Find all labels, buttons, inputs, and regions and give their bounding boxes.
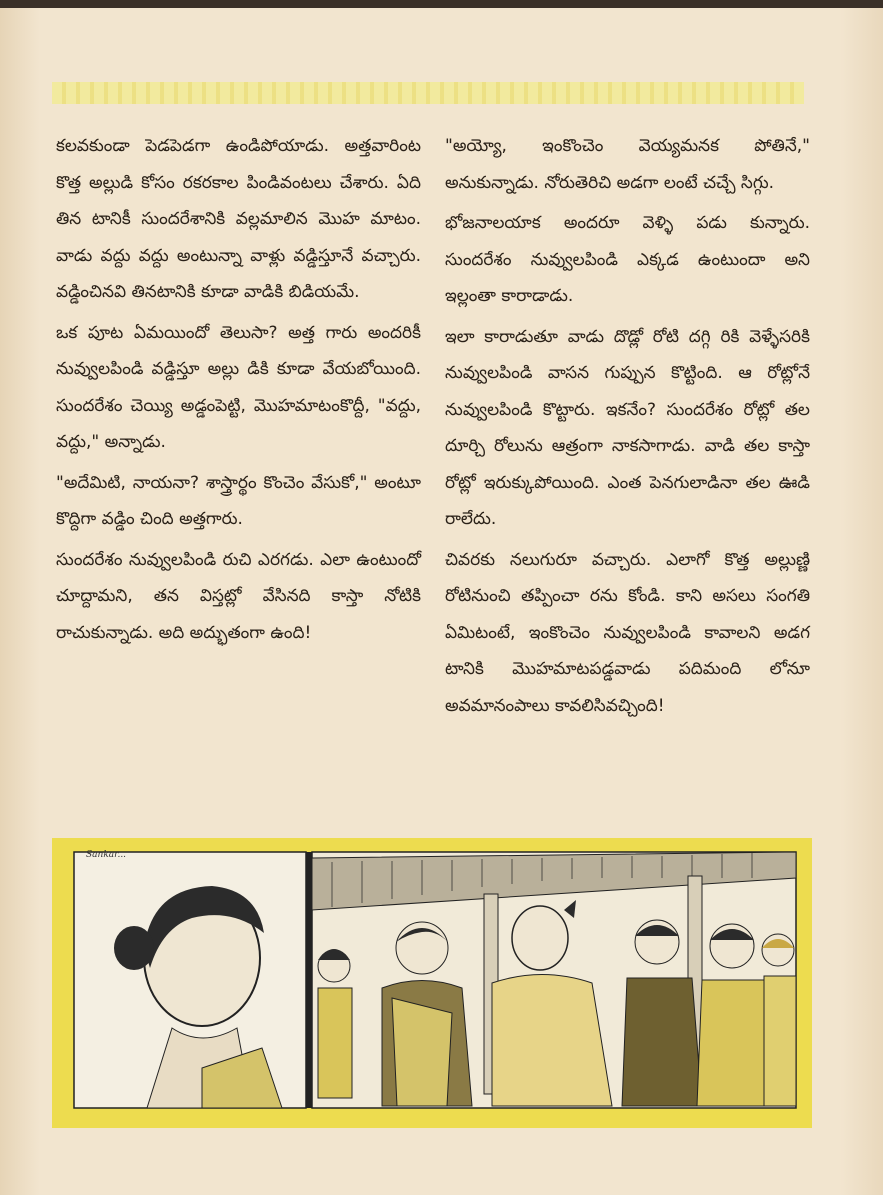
story-illustration xyxy=(52,838,812,1128)
paragraph: "అయ్యో, ఇంకొంచెం వెయ్యమనక పోతినే," అనుకున్నాడు. నోరుతెరిచి అడగా లంటే చచ్చే సిగ్గు. xyxy=(445,136,810,193)
paragraph: ఇలా కారాడుతూ వాడు దొడ్లో రోటి దగ్గి రికి వెళ్ళేసరికి నువ్వులపిండి వాసన గుప్పున కొట్టింది. ఆ రోట్లోనే నువ్వులపిండి కొట్టారు. ఇకనేం? సుందరేశం రోట్లో తల దూర్చి రోలును ఆత్రంగా నాకసాగాడు. వాడి తల కాస్తా రోట్లో ఇరుక్కుపోయింది. ఎంత పెనగులాడినా తల ఊడి రాలేదు. xyxy=(445,326,810,529)
paragraph: ఒక పూట ఏమయిందో తెలుసా? అత్త గారు అందరికీ నువ్వులపిండి వడ్డిస్తూ అల్లు డికి కూడా వేయబోయింది. సుందరేశం చెయ్యి అడ్డంపెట్టి, మొహమాటంకొద్దీ, "వద్దు, వద్దు," అన్నాడు. xyxy=(56,322,421,452)
paragraph: కలవకుండా పెడపెడగా ఉండిపోయాడు. అత్తవారింట కొత్త అల్లుడి కోసం రకరకాల పిండివంటలు చేశారు. ఏది తిన టానికీ సుందరేశానికి వల్లమాలిన మొహ మాటం. వాడు వద్దు వద్దు అంటున్నా వాళ్లు వడ్డిస్తూనే వచ్చారు. వడ్డించినవి తినటానికి కూడా వాడికి బిడియమే. xyxy=(56,136,421,302)
right-text-column xyxy=(445,128,810,728)
paragraph: సుందరేశం నువ్వులపిండి రుచి ఎరగడు. ఎలా ఉంటుందో చూద్దామని, తన విస్తట్లో వేసినది కాస్తా నోటికి రాచుకున్నాడు. అది అద్భుతంగా ఉంది! xyxy=(56,549,421,643)
paragraph: భోజనాలయాక అందరూ వెళ్ళి పడు కున్నారు. సుందరేశం నువ్వులపిండి ఎక్కడ ఉంటుందా అని ఇల్లంతా కారాడాడు. xyxy=(445,213,810,306)
paragraph: చివరకు నలుగురూ వచ్చారు. ఎలాగో కొత్త అల్లుణ్ణి రోటినుంచి తప్పించా రను కోండి. కాని అసలు సంగతి ఏమిటంటే, ఇంకొంచెం నువ్వులపిండి కావాలని అడగ టానికి మొహమాటపడ్డవాడు పదిమంది లోనూ అవమానంపాలు కావలిసివచ్చింది! xyxy=(445,549,810,716)
illustration-drawing xyxy=(52,838,812,1128)
left-text-column xyxy=(56,128,421,655)
artist-signature: Sankar... xyxy=(86,850,127,860)
paragraph: "అదేమిటి, నాయనా? శాస్త్రార్థం కొంచెం వేసుకో," అంటూ కొద్దిగా వడ్డిం చింది అత్తగారు. xyxy=(56,472,421,529)
decorative-header-band xyxy=(52,82,804,104)
